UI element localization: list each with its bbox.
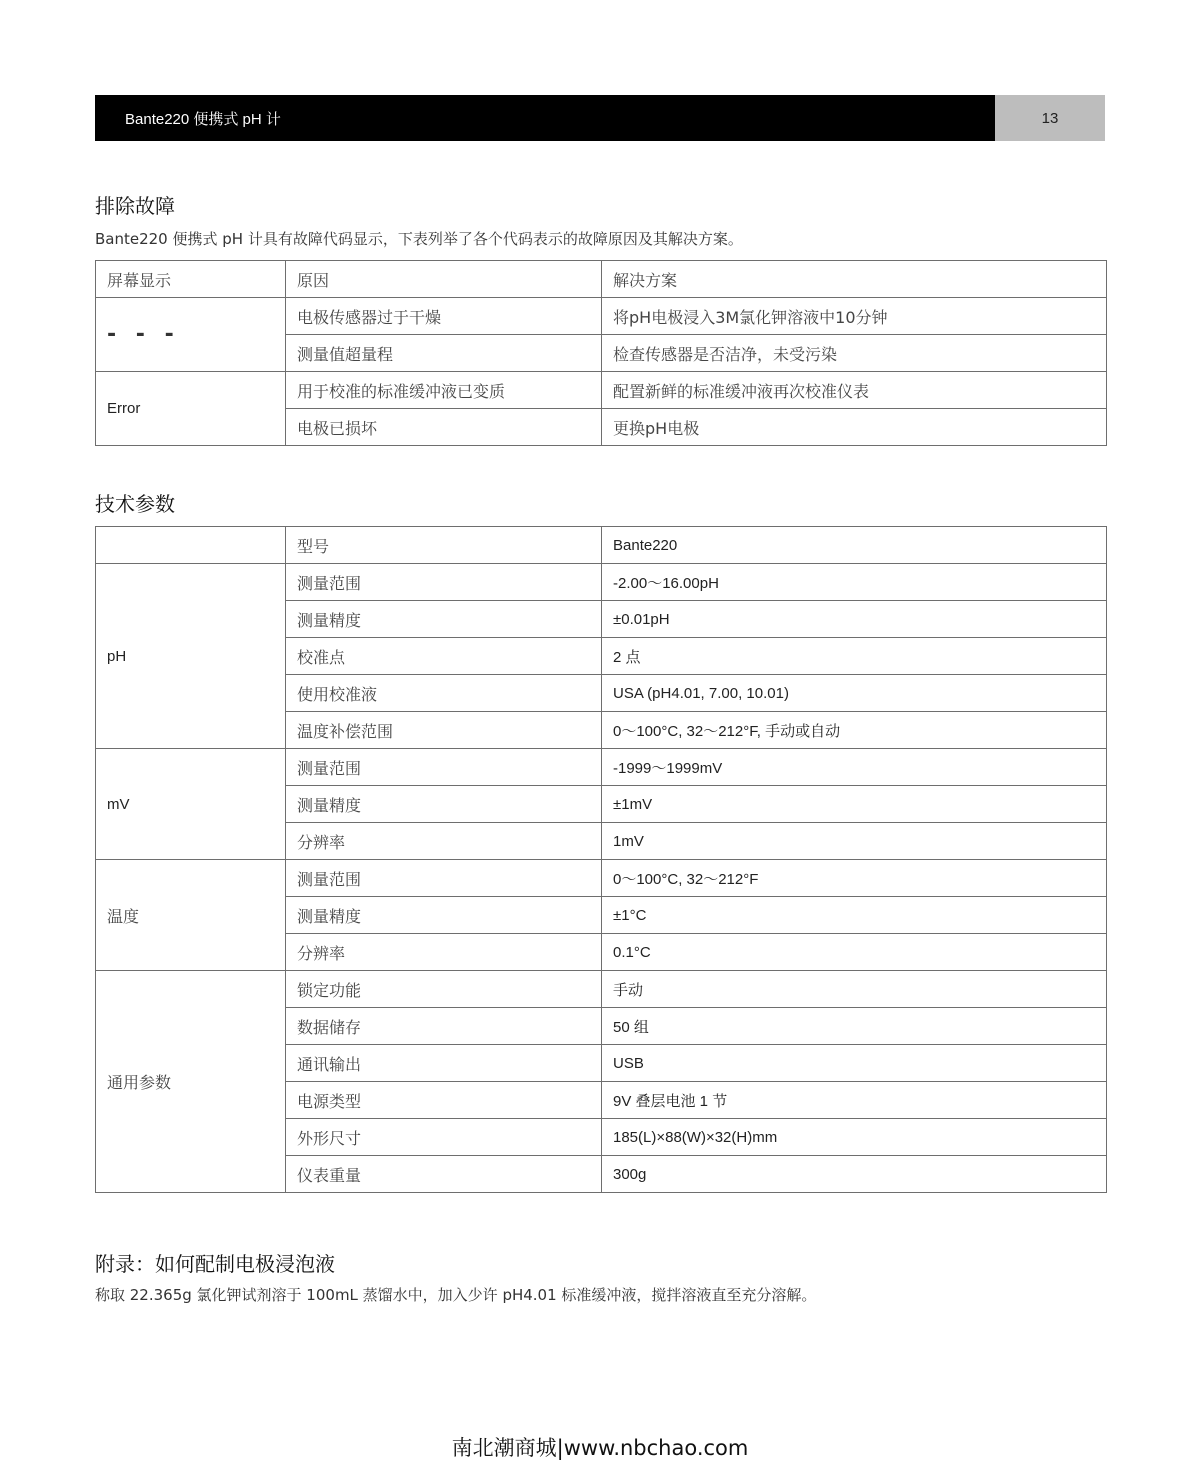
error-code-error: Error (96, 372, 286, 446)
spec-group-temperature: 温度 (96, 860, 286, 971)
specs-table (95, 526, 1107, 1193)
table-row (96, 971, 1107, 1008)
spec-value: -2.00～16.00pH (602, 564, 1107, 601)
spec-value: 300g (602, 1156, 1107, 1193)
spec-label: 校准点 (286, 638, 602, 675)
specs-heading: 技术参数 (95, 492, 175, 516)
column-header-display: 屏幕显示 (96, 261, 286, 298)
spec-label: 使用校准液 (286, 675, 602, 712)
page-header (95, 95, 1105, 141)
spec-value: 185(L)×88(W)×32(H)mm (602, 1119, 1107, 1156)
spec-value: -1999～1999mV (602, 749, 1107, 786)
spec-value: Bante220 (602, 527, 1107, 564)
spec-value: 2 点 (602, 638, 1107, 675)
solution-cell: 更换pH电极 (602, 409, 1107, 446)
spec-value: ±0.01pH (602, 601, 1107, 638)
spec-value: 1mV (602, 823, 1107, 860)
troubleshooting-table (95, 260, 1107, 446)
document-title: Bante220 便携式 pH 计 (95, 95, 995, 141)
troubleshooting-intro: Bante220 便携式 pH 计具有故障代码显示，下表列举了各个代码表示的故障原因及其解决方案。 (95, 230, 743, 248)
spec-group-mv: mV (96, 749, 286, 860)
spec-label: 分辨率 (286, 934, 602, 971)
spec-label: 温度补偿范围 (286, 712, 602, 749)
solution-cell: 配置新鲜的标准缓冲液再次校准仪表 (602, 372, 1107, 409)
spec-value: ±1°C (602, 897, 1107, 934)
table-header-row (96, 261, 1107, 298)
solution-cell: 检查传感器是否洁净，未受污染 (602, 335, 1107, 372)
spec-value: 9V 叠层电池 1 节 (602, 1082, 1107, 1119)
spec-value: ±1mV (602, 786, 1107, 823)
solution-cell: 将pH电极浸入3M氯化钾溶液中10分钟 (602, 298, 1107, 335)
cause-cell: 用于校准的标准缓冲液已变质 (286, 372, 602, 409)
spec-label: 电源类型 (286, 1082, 602, 1119)
spec-label: 测量范围 (286, 749, 602, 786)
spec-value: 50 组 (602, 1008, 1107, 1045)
spec-label: 数据储存 (286, 1008, 602, 1045)
spec-label: 通讯输出 (286, 1045, 602, 1082)
column-header-cause: 原因 (286, 261, 602, 298)
spec-value: 0～100°C, 32～212°F, 手动或自动 (602, 712, 1107, 749)
table-row (96, 749, 1107, 786)
table-row (96, 564, 1107, 601)
spec-value: 0.1°C (602, 934, 1107, 971)
spec-label: 测量精度 (286, 786, 602, 823)
spec-label: 外形尺寸 (286, 1119, 602, 1156)
table-row (96, 860, 1107, 897)
spec-label: 型号 (286, 527, 602, 564)
footer-watermark: 南北潮商城|www.nbchao.com (451, 1436, 749, 1460)
spec-label: 测量精度 (286, 601, 602, 638)
spec-label: 锁定功能 (286, 971, 602, 1008)
spec-label: 测量精度 (286, 897, 602, 934)
page-number: 13 (995, 95, 1105, 141)
table-row (96, 298, 1107, 335)
spec-label: 测量范围 (286, 564, 602, 601)
appendix-text: 称取 22.365g 氯化钾试剂溶于 100mL 蒸馏水中，加入少许 pH4.01 标准缓冲液，搅拌溶液直至充分溶解。 (95, 1286, 817, 1304)
spec-value: 0～100°C, 32～212°F (602, 860, 1107, 897)
empty-group-cell (96, 527, 286, 564)
column-header-solution: 解决方案 (602, 261, 1107, 298)
spec-label: 测量范围 (286, 860, 602, 897)
table-row (96, 527, 1107, 564)
error-code-dashes: - - - (96, 298, 286, 372)
spec-group-ph: pH (96, 564, 286, 749)
cause-cell: 电极已损坏 (286, 409, 602, 446)
spec-label: 仪表重量 (286, 1156, 602, 1193)
spec-label: 分辨率 (286, 823, 602, 860)
troubleshooting-heading: 排除故障 (95, 194, 175, 218)
spec-value: USA (pH4.01, 7.00, 10.01) (602, 675, 1107, 712)
spec-value: USB (602, 1045, 1107, 1082)
spec-group-general: 通用参数 (96, 971, 286, 1193)
cause-cell: 电极传感器过于干燥 (286, 298, 602, 335)
cause-cell: 测量值超量程 (286, 335, 602, 372)
table-row (96, 372, 1107, 409)
appendix-heading: 附录：如何配制电极浸泡液 (95, 1252, 335, 1276)
spec-value: 手动 (602, 971, 1107, 1008)
